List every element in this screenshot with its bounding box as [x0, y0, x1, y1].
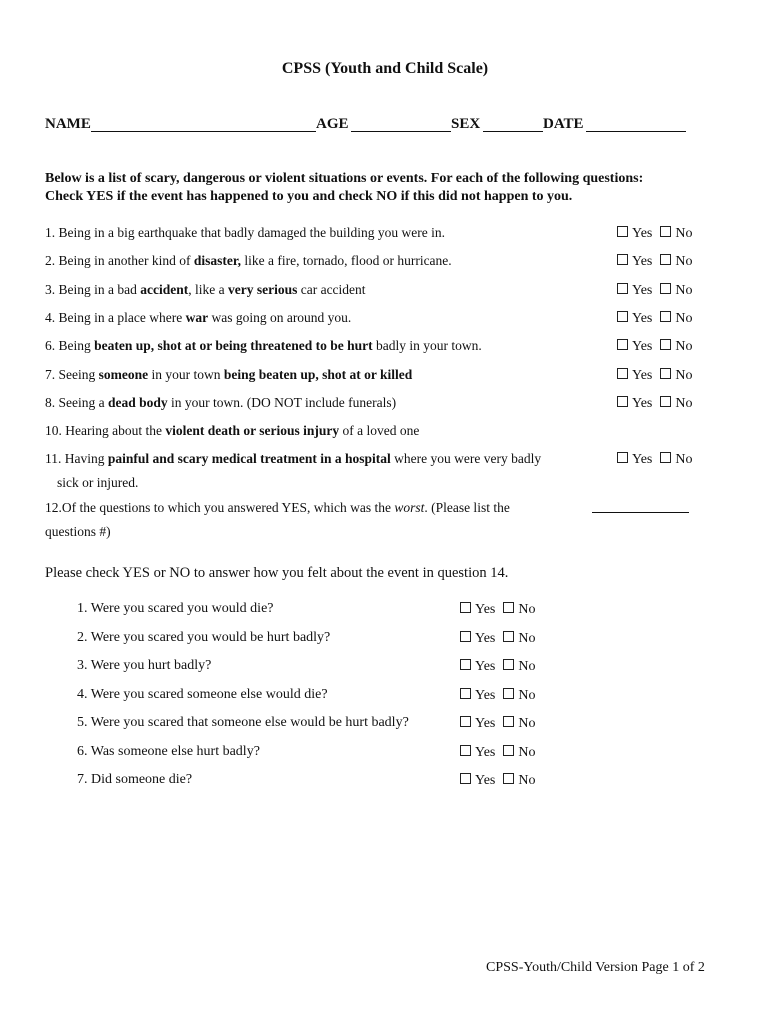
yes-label: Yes	[632, 396, 653, 411]
no-option[interactable]	[660, 339, 692, 354]
no-checkbox[interactable]	[503, 659, 514, 670]
no-option[interactable]	[660, 396, 692, 411]
no-option[interactable]	[503, 716, 535, 731]
event-item	[45, 367, 412, 383]
yes-no-choice	[460, 773, 536, 789]
yes-checkbox[interactable]	[617, 283, 628, 294]
event-text: of a loved one	[339, 423, 420, 438]
event-text: 10. Hearing about the	[45, 423, 166, 438]
no-label: No	[518, 687, 536, 703]
yes-no-choice	[617, 396, 693, 412]
yes-label: Yes	[475, 744, 496, 760]
yes-option[interactable]	[617, 368, 652, 383]
age-field[interactable]	[351, 131, 451, 132]
yes-checkbox[interactable]	[617, 452, 628, 463]
question-12-line2: questions #)	[45, 524, 111, 539]
yes-checkbox[interactable]	[460, 659, 471, 670]
followup-question: 1. Were you scared you would die?	[77, 601, 274, 616]
instructions-line2: Check YES if the event has happened to you and check NO if this did not happen to you.	[45, 189, 573, 204]
yes-no-choice	[460, 659, 536, 675]
followup-question: 3. Were you hurt badly?	[77, 658, 212, 673]
event-item	[45, 310, 351, 326]
yes-checkbox[interactable]	[460, 602, 471, 613]
event-text: was going on around you.	[208, 310, 352, 325]
event-text: painful and scary medical treatment in a hospital	[107, 451, 391, 466]
event-item	[45, 423, 419, 439]
no-option[interactable]	[660, 368, 692, 383]
yes-option[interactable]	[617, 452, 652, 467]
yes-option[interactable]	[460, 631, 495, 646]
no-checkbox[interactable]	[503, 602, 514, 613]
event-text: accident	[140, 282, 189, 297]
name-label: NAME	[45, 116, 91, 132]
no-label: No	[518, 630, 536, 646]
no-option[interactable]	[503, 659, 535, 674]
sex-label: SEX	[451, 116, 481, 132]
event-text: where you were very badly	[390, 451, 542, 466]
question-12-emphasis: worst	[394, 500, 425, 515]
event-text: car accident	[297, 282, 366, 297]
event-text: disaster,	[193, 253, 241, 268]
instructions-line1: Below is a list of scary, dangerous or violent situations or events. For each of the following questions:	[45, 171, 644, 186]
yes-label: Yes	[632, 311, 653, 326]
yes-checkbox[interactable]	[617, 311, 628, 322]
followup-intro: Please check YES or NO to answer how you felt about the event in question 14.	[45, 565, 509, 581]
yes-label: Yes	[632, 226, 653, 241]
sex-field[interactable]	[483, 131, 543, 132]
yes-option[interactable]	[460, 602, 495, 617]
event-text: 6. Being	[45, 338, 95, 353]
yes-no-choice	[460, 688, 536, 704]
followup-question: 6. Was someone else hurt badly?	[77, 743, 260, 759]
no-label: No	[675, 368, 693, 383]
no-option[interactable]	[660, 283, 692, 298]
yes-checkbox[interactable]	[617, 226, 628, 237]
date-field[interactable]	[586, 131, 686, 132]
yes-option[interactable]	[617, 226, 652, 241]
no-option[interactable]	[660, 311, 692, 326]
date-label: DATE	[543, 116, 584, 132]
yes-label: Yes	[632, 283, 653, 298]
yes-option[interactable]	[617, 311, 652, 326]
event-text: someone	[98, 367, 149, 382]
no-checkbox[interactable]	[660, 396, 671, 407]
no-label: No	[518, 773, 536, 788]
yes-checkbox[interactable]	[617, 254, 628, 265]
question-12-text-c: . (Please list the	[424, 500, 510, 515]
event-text: beaten up, shot at or being threatened to be hurt	[94, 338, 373, 353]
yes-label: Yes	[632, 452, 653, 467]
event-text: being beaten up, shot at or killed	[223, 367, 413, 382]
no-option[interactable]	[503, 745, 535, 760]
yes-no-choice	[617, 368, 693, 384]
no-option[interactable]	[503, 631, 535, 646]
yes-option[interactable]	[460, 773, 495, 788]
yes-label: Yes	[475, 659, 496, 674]
no-checkbox[interactable]	[660, 311, 671, 322]
followup-question: 5. Were you scared that someone else would be hurt badly?	[77, 715, 409, 730]
question-12-text-a: 12.Of the questions to which you answered YES, which was the	[45, 500, 395, 515]
event-item	[45, 338, 482, 354]
page-footer: CPSS-Youth/Child Version Page 1 of 2	[486, 960, 705, 975]
event-text: 8. Seeing a	[45, 395, 108, 410]
no-checkbox[interactable]	[660, 368, 671, 379]
event-text: violent death or serious injury	[165, 423, 340, 438]
yes-option[interactable]	[460, 659, 495, 674]
worst-question-field[interactable]	[592, 512, 689, 513]
question-12	[45, 500, 510, 516]
yes-label: Yes	[632, 339, 653, 354]
yes-checkbox[interactable]	[460, 773, 471, 784]
event-text: war	[185, 310, 209, 325]
no-option[interactable]	[660, 254, 692, 269]
yes-no-choice	[617, 339, 693, 355]
yes-no-choice	[617, 452, 693, 468]
no-label: No	[518, 602, 536, 617]
yes-label: Yes	[632, 368, 653, 383]
yes-checkbox[interactable]	[617, 368, 628, 379]
event-text: 4. Being in a place where	[45, 310, 186, 325]
no-label: No	[518, 744, 536, 760]
yes-label: Yes	[475, 773, 496, 788]
yes-label: Yes	[475, 630, 496, 646]
yes-checkbox[interactable]	[460, 716, 471, 727]
event-item	[45, 253, 452, 269]
yes-no-choice	[617, 254, 693, 270]
yes-option[interactable]	[617, 396, 652, 411]
event-text: 1. Being in a big earthquake that badly damaged the building you were in.	[45, 225, 446, 240]
yes-label: Yes	[475, 602, 496, 617]
no-checkbox[interactable]	[660, 339, 671, 350]
event-text: 2. Being in another kind of	[45, 253, 194, 268]
followup-question: 7. Did someone die?	[77, 772, 193, 787]
no-label: No	[675, 339, 693, 354]
name-field[interactable]	[91, 131, 316, 132]
yes-option[interactable]	[460, 745, 495, 760]
yes-checkbox[interactable]	[460, 631, 471, 642]
no-option[interactable]	[660, 226, 692, 241]
event-text: in your town	[148, 367, 224, 382]
event-item	[45, 282, 366, 298]
no-checkbox[interactable]	[660, 254, 671, 265]
no-label: No	[675, 226, 693, 241]
event-item	[45, 225, 445, 241]
no-label: No	[675, 311, 693, 326]
no-label: No	[675, 283, 693, 298]
yes-no-choice	[460, 631, 536, 647]
yes-checkbox[interactable]	[617, 339, 628, 350]
yes-option[interactable]	[617, 339, 652, 354]
no-label: No	[518, 659, 536, 674]
event-text: in your town. (DO NOT include funerals)	[167, 395, 397, 410]
no-label: No	[675, 452, 693, 467]
no-checkbox[interactable]	[503, 716, 514, 727]
yes-checkbox[interactable]	[617, 396, 628, 407]
yes-label: Yes	[475, 716, 496, 731]
event-text: dead body	[108, 395, 168, 410]
yes-option[interactable]	[460, 716, 495, 731]
event-11-continuation: sick or injured.	[57, 475, 139, 490]
yes-option[interactable]	[617, 283, 652, 298]
followup-question: 2. Were you scared you would be hurt badly?	[77, 629, 331, 645]
event-text: , like a	[188, 282, 228, 297]
event-text: badly in your town.	[372, 338, 482, 353]
no-option[interactable]	[503, 688, 535, 703]
yes-checkbox[interactable]	[460, 688, 471, 699]
no-checkbox[interactable]	[660, 226, 671, 237]
event-text: very serious	[227, 282, 298, 297]
age-label: AGE	[316, 116, 349, 132]
no-checkbox[interactable]	[503, 688, 514, 699]
no-option[interactable]	[660, 452, 692, 467]
event-text: 11. Having	[45, 451, 108, 466]
no-checkbox[interactable]	[660, 283, 671, 294]
followup-question: 4. Were you scared someone else would die?	[77, 686, 328, 702]
yes-checkbox[interactable]	[460, 745, 471, 756]
no-checkbox[interactable]	[503, 631, 514, 642]
yes-label: Yes	[632, 254, 653, 269]
event-item	[45, 395, 396, 411]
no-checkbox[interactable]	[660, 452, 671, 463]
yes-no-choice	[460, 602, 536, 618]
event-text: 7. Seeing	[45, 367, 99, 382]
yes-no-choice	[460, 716, 536, 732]
yes-no-choice	[460, 745, 536, 761]
yes-option[interactable]	[617, 254, 652, 269]
yes-option[interactable]	[460, 688, 495, 703]
page-title: CPSS (Youth and Child Scale)	[281, 60, 489, 77]
yes-no-choice	[617, 226, 693, 242]
no-label: No	[675, 396, 693, 411]
yes-no-choice	[617, 283, 693, 299]
no-checkbox[interactable]	[503, 773, 514, 784]
event-text: like a fire, tornado, flood or hurricane.	[241, 253, 452, 268]
no-label: No	[675, 254, 693, 269]
yes-no-choice	[617, 311, 693, 327]
no-option[interactable]	[503, 602, 535, 617]
event-text: 3. Being in a bad	[45, 282, 141, 297]
no-option[interactable]	[503, 773, 535, 788]
no-checkbox[interactable]	[503, 745, 514, 756]
event-item	[45, 451, 541, 467]
no-label: No	[518, 716, 536, 731]
yes-label: Yes	[475, 687, 496, 703]
